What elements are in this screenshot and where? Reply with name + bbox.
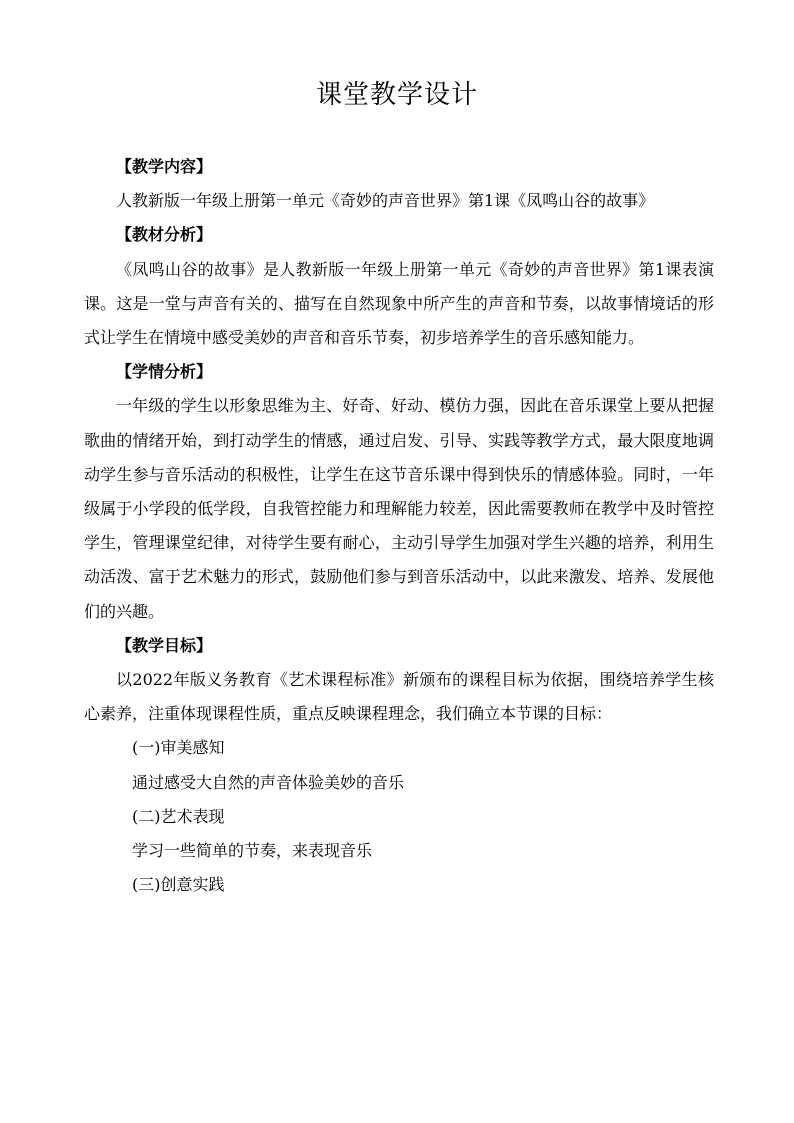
section-paragraph-objectives: 以2022年版义务教育《艺术课程标准》新颁布的课程目标为依据，围绕培养学生核心素养，注重体现课程性质，重点反映课程理念，我们确立本节课的目标： — [84, 670, 714, 724]
section-heading-content: 【教学内容】 — [116, 157, 213, 176]
section-heading-learner-analysis: 【学情分析】 — [116, 362, 213, 382]
section-paragraph-learner-analysis: 一年级的学生以形象思维为主、好奇、好动、模仿力强，因此在音乐课堂上要从把握歌曲的情绪开始，到打动学生的情感，通过启发、引导、实践等教学方式，最大限度地调动学生参与音乐活动的积极性，让学生在这节音乐课中得到快乐的情感体验。同时，一年级属于小学段的低学段，自我管控能力和理解能力较差，因此需要教师在教学中及时管控学生，管理课堂纪律，对待学生要有耐心，主动引导学生加强对学生兴趣的培养，利用生动活泼、富于艺术魅力的形式，鼓励他们参与到音乐活动中，以此来激发、培养、发展他们的兴趣。 — [84, 396, 714, 621]
document-body — [84, 150, 714, 902]
goal-label-practice: (三)创意实践 — [132, 875, 225, 895]
goal-text-aesthetic: 通过感受大自然的声音体验美妙的音乐 — [132, 772, 405, 792]
section-heading-objectives: 【教学目标】 — [116, 635, 213, 655]
goal-label-expression: (二)艺术表现 — [132, 806, 225, 826]
section-paragraph-material-analysis: 《凤鸣山谷的故事》是人教新版一年级上册第一单元《奇妙的声音世界》第1课表演课。这是一堂与声音有关的、描写在自然现象中所产生的声音和节奏，以故事情境话的形式让学生在情境中感受美妙的声音和音乐节奏，初步培养学生的音乐感知能力。 — [84, 259, 714, 348]
goal-text-expression: 学习一些简单的节奏，来表现音乐 — [132, 841, 373, 861]
section-heading-material-analysis: 【教材分析】 — [116, 225, 213, 245]
page-title: 课堂教学设计 — [315, 80, 478, 110]
section-paragraph-content: 人教新版一年级上册第一单元《奇妙的声音世界》第1课《凤鸣山谷的故事》 — [116, 191, 655, 211]
goal-label-aesthetic: (一)审美感知 — [132, 738, 225, 758]
